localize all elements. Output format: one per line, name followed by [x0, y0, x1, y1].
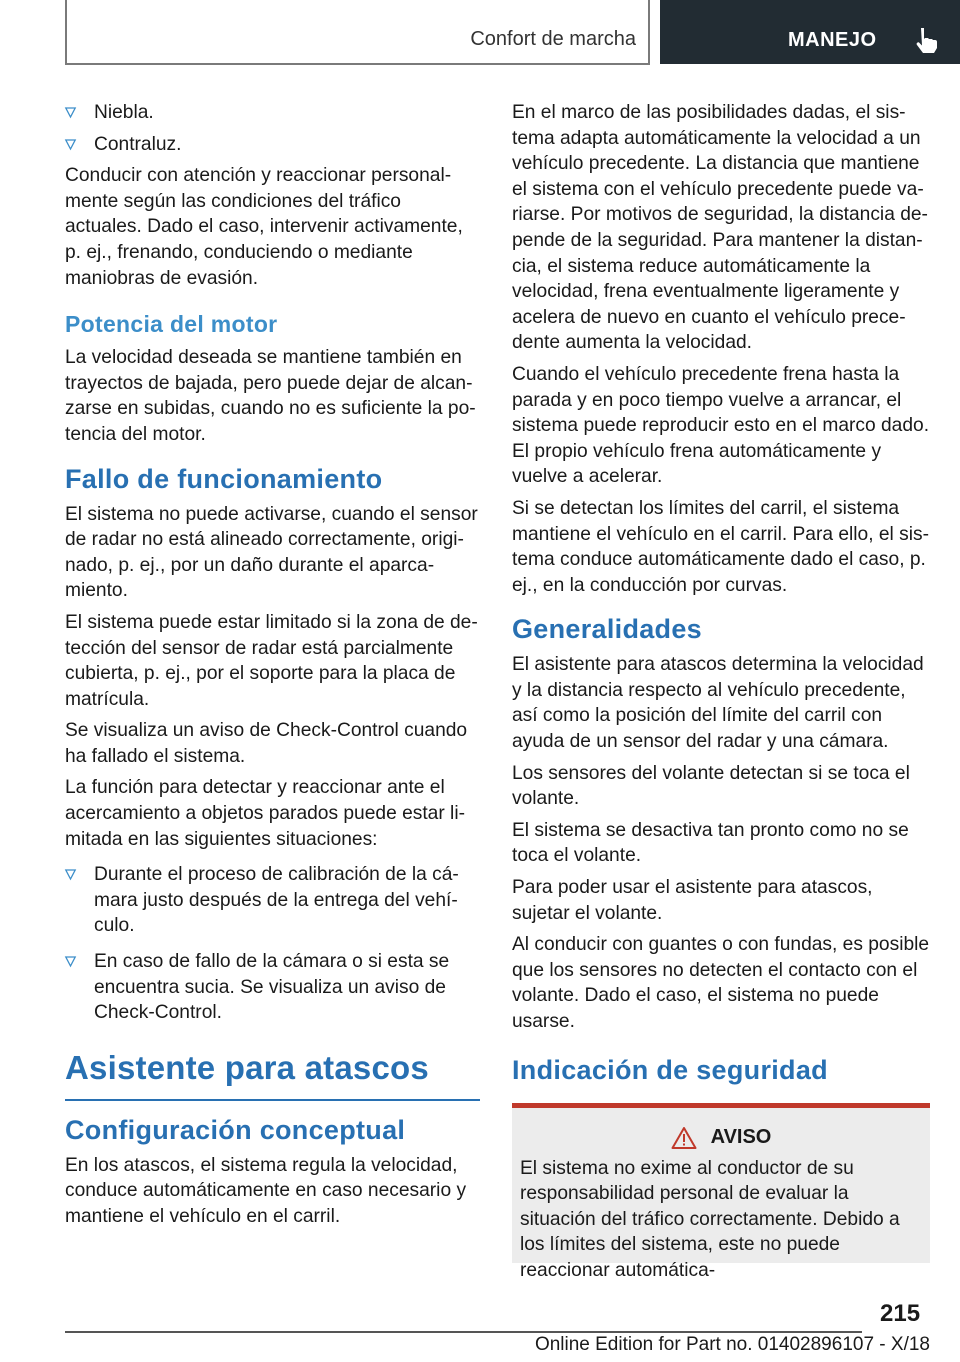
paragraph: Conducir con atención y reaccionar personalmente según las condiciones del tráfico actuales. Dado el caso, intervenir activamente, p. ej., frenando, conduciendo o mediante maniobras de evasión.: [65, 165, 463, 289]
header-chapter-label: MANEJO: [788, 29, 877, 51]
paragraph: En el marco de las posibilidades dadas, el sistema adapta automáticamente la velocidad a un vehículo precedente. La distancia que mantiene el sistema con el vehículo precedente puede variarse. Por motivos de seguridad, la distancia depende de la seguridad. Para mantener la distancia, el sistema reduce automáticamente la velocidad, frena eventualmente ligeramente y acelera de nuevo en cuanto el vehículo precedente aumenta la velocidad.: [512, 102, 928, 354]
footer-rule: [65, 1331, 862, 1333]
paragraph: El asistente para atascos determina la velocidad y la distancia respecto al vehículo precedente, así como la posición del límite del carril con ayuda de un sensor del radar y una cámara.: [512, 654, 924, 753]
warning-triangle-icon: [671, 1126, 697, 1150]
heading-configuracion: Configuración conceptual: [65, 1114, 406, 1145]
paragraph: Al conducir con guantes o con fundas, es posible que los sensores no detecten el contacto con el volante. Dado el caso, el sistema no puede usarse.: [512, 934, 930, 1032]
chapter-title: Asistente para atascos: [65, 1048, 429, 1086]
list-item: [65, 949, 480, 1026]
paragraph: Se visualiza un aviso de Check-Control cuando ha fallado el sistema.: [65, 720, 468, 767]
footer-edition: Online Edition for Part no. 01402896107 - X/18: [534, 1334, 930, 1355]
triangle-bullet-icon: [65, 139, 76, 150]
subheading-potencia: Potencia del motor: [65, 311, 278, 338]
paragraph: La función para detectar y reaccionar ante el acercamiento a objetos parados puede estar limitada en las siguientes situaciones:: [65, 777, 465, 850]
list-item: [65, 862, 480, 939]
heading-indicacion: Indicación de seguridad: [512, 1054, 828, 1085]
list-item-text: Contraluz.: [94, 133, 182, 155]
page-number: 215: [880, 1300, 921, 1327]
left-column: [65, 100, 480, 1236]
header-section-title: Confort de marcha: [470, 28, 636, 50]
right-column: [512, 100, 930, 1281]
list-item-text: Niebla.: [94, 102, 154, 123]
chapter-title-rule: [65, 1099, 480, 1101]
list-item-text: En caso de fallo de la cámara o si esta se encuentra sucia. Se visualiza un aviso de Check-Control.: [94, 951, 450, 1024]
warning-box: [512, 1103, 930, 1281]
paragraph: El sistema no puede activarse, cuando el sensor de radar no está alineado correctamente, originado, p. ej., por un daño durante el aparcamiento.: [65, 503, 478, 602]
paragraph: En los atascos, el sistema regula la velocidad, conduce automáticamente en caso necesario y mantiene el vehículo en el carril.: [65, 1154, 467, 1227]
paragraph: El sistema puede estar limitado si la zona de detección del sensor de radar está parcialmente cubierta, p. ej., por el soporte para la placa de matrícula.: [65, 611, 478, 710]
heading-fallo: Fallo de funcionamiento: [65, 463, 383, 494]
triangle-bullet-icon: [65, 107, 76, 118]
list-item-text: Durante el proceso de calibración de la cámara justo después de la entrega del vehículo.: [94, 864, 459, 937]
heading-generalidades: Generalidades: [512, 614, 702, 645]
paragraph: Cuando el vehículo precedente frena hasta la parada y en poco tiempo vuelve a arrancar, el sistema puede reproducir esto en el marco dado. El propio vehículo frena automáticamente y vuelve a acelerar.: [512, 363, 930, 488]
warning-text: El sistema no exime al conductor de su responsabilidad personal de evaluar la situación del tráfico correctamente. Debido a los límites del sistema, este no puede reaccionar automática-: [520, 1157, 900, 1281]
header-divider: [648, 0, 650, 64]
warning-title: AVISO: [710, 1126, 772, 1149]
hand-pointer-icon: [912, 24, 942, 54]
paragraph: La velocidad deseada se mantiene también en trayectos de bajada, pero puede dejar de alcanzarse en subidas, cuando no es suficiente la potencia del motor.: [65, 347, 476, 445]
header-left-rule: [65, 0, 67, 64]
triangle-bullet-icon: [65, 956, 76, 967]
triangle-bullet-icon: [65, 869, 76, 880]
warning-header: [520, 1126, 922, 1150]
paragraph: El sistema se desactiva tan pronto como no se toca el volante.: [512, 819, 909, 867]
header-chapter-tab[interactable]: [660, 0, 960, 64]
list-item: [65, 132, 480, 158]
list-item: [65, 100, 480, 126]
header-bottom-rule: [65, 63, 650, 65]
paragraph: Para poder usar el asistente para atascos, sujetar el volante.: [512, 877, 873, 924]
paragraph: Los sensores del volante detectan si se toca el volante.: [512, 762, 910, 810]
paragraph: Si se detectan los límites del carril, el sistema mantiene el vehículo en el carril. Para ello, el sistema conduce automáticamente dado el caso, p. ej., en la conducción por curvas.: [512, 497, 929, 596]
